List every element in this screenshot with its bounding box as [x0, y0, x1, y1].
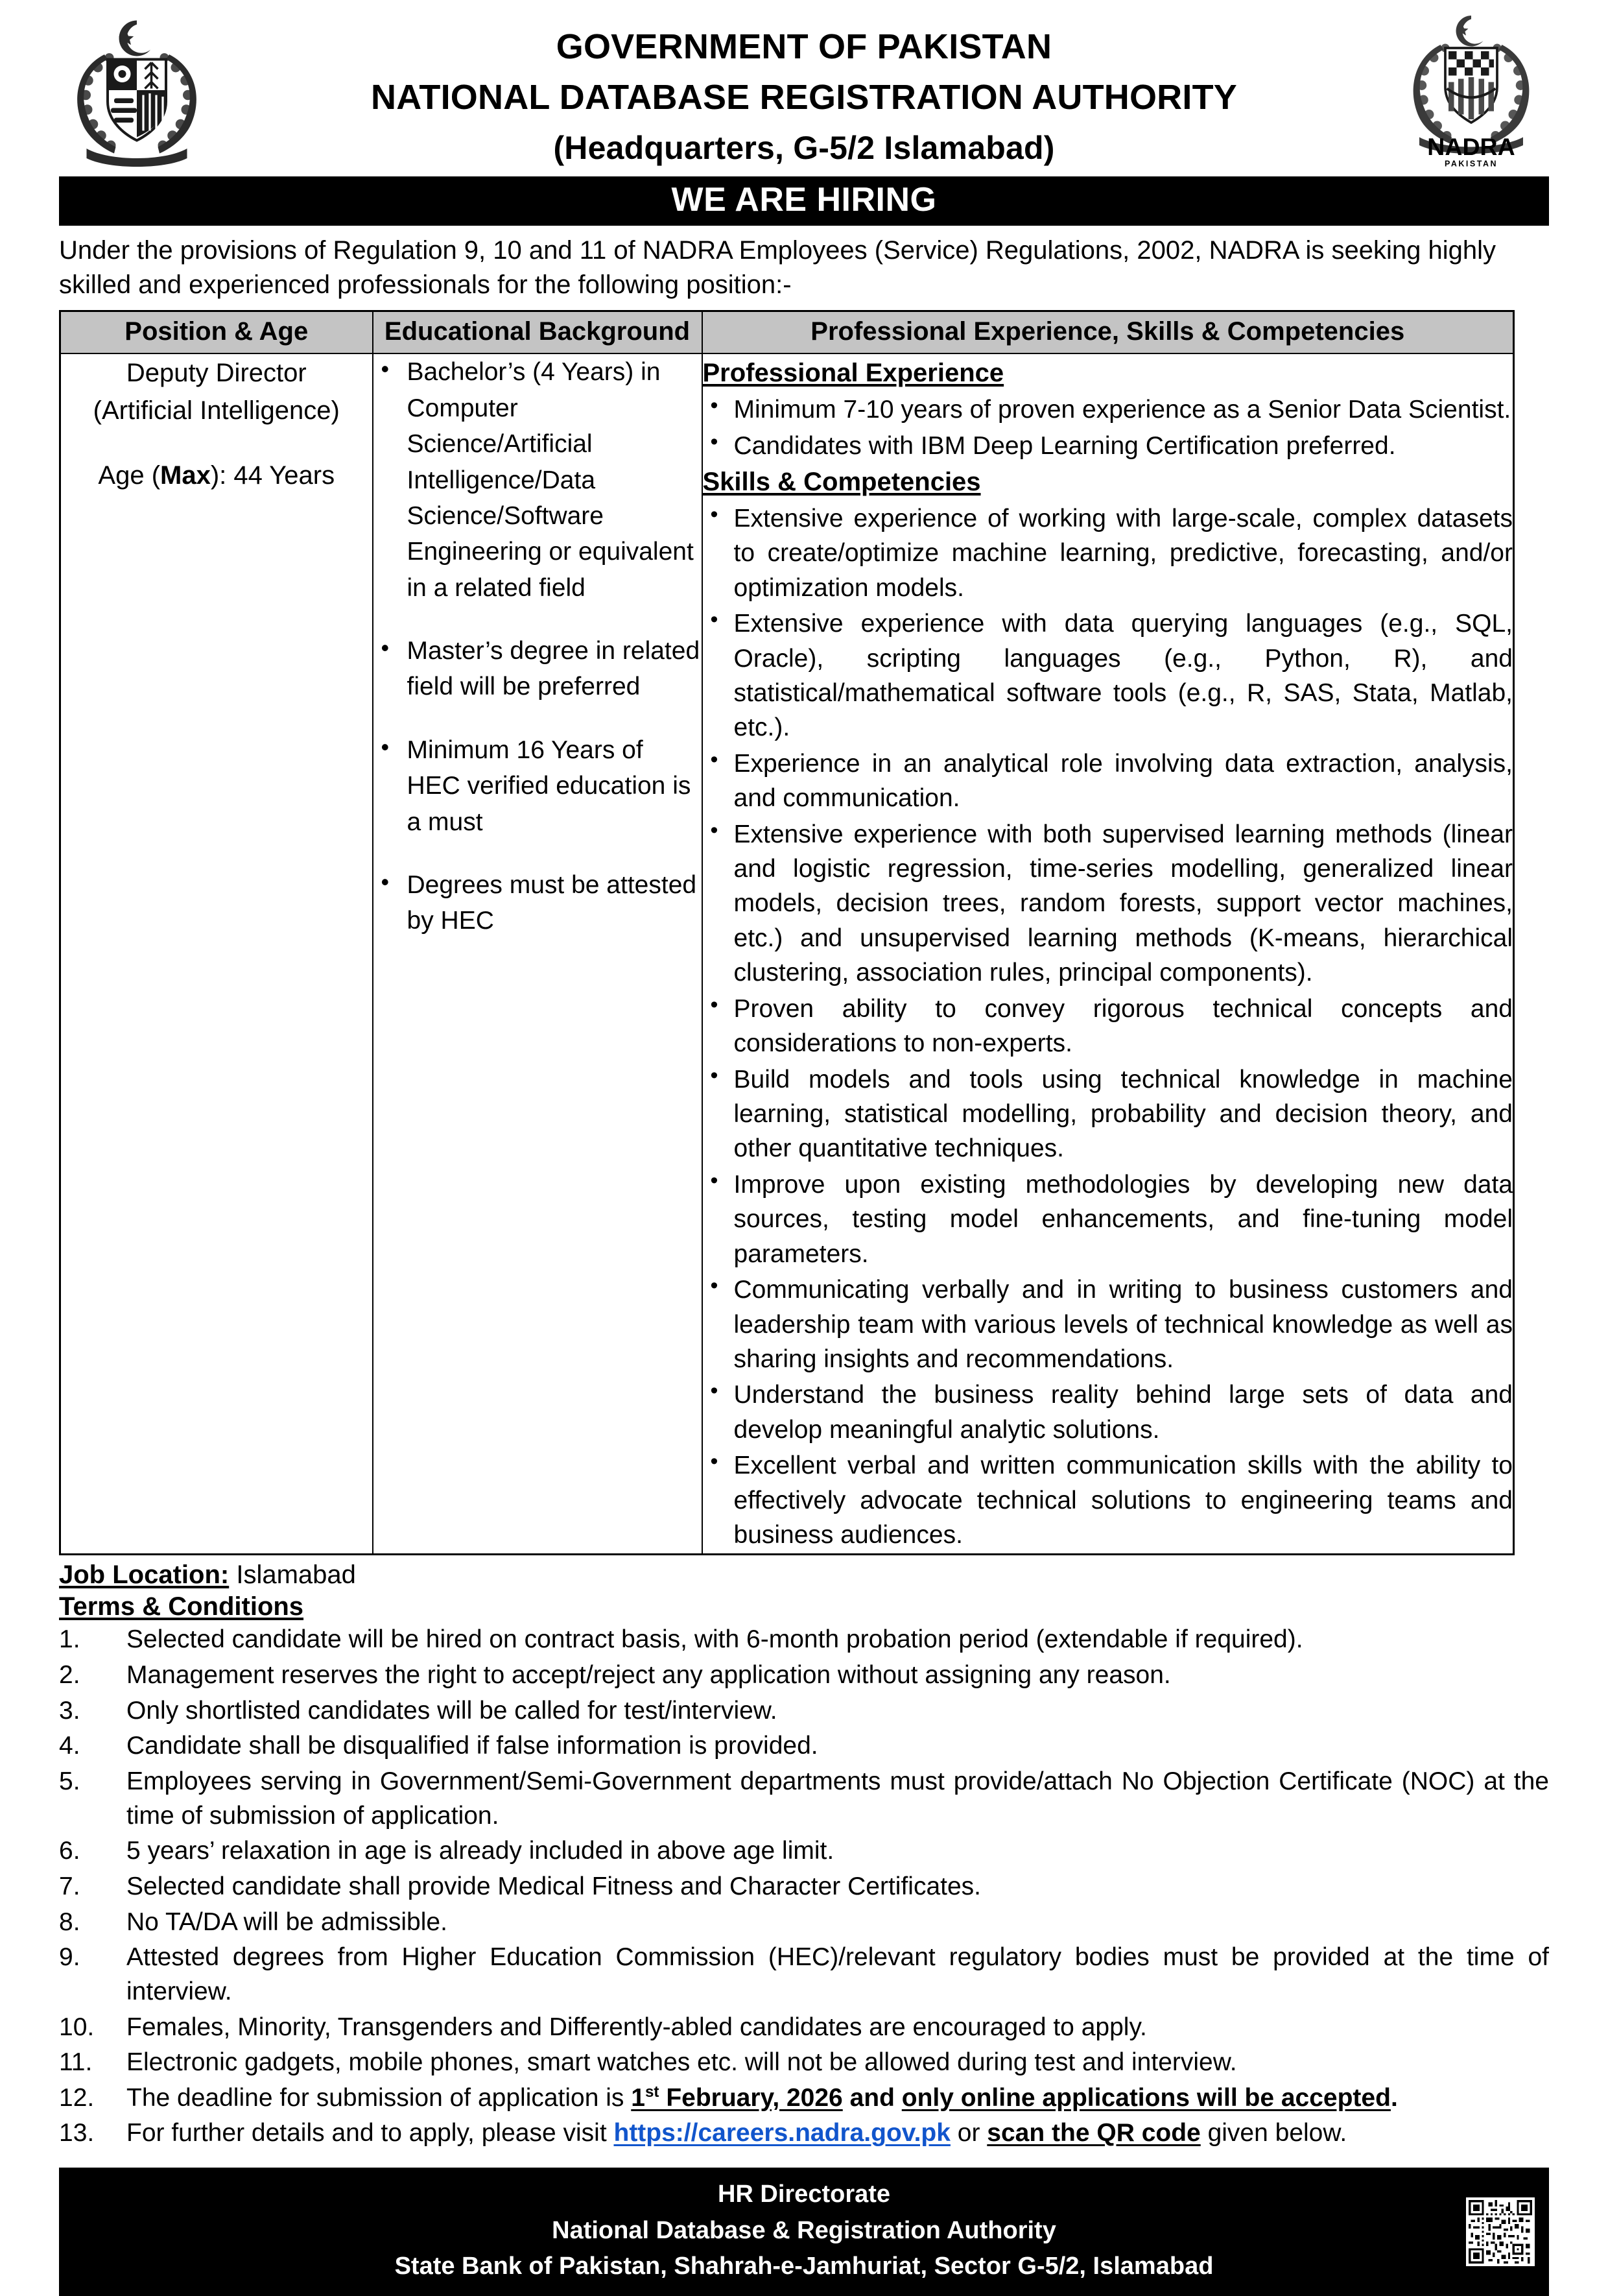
list-item: • Improve upon existing methodologies by developing new data sources, testing model enhancements, and fine-tuning model parameters.: [734, 1167, 1513, 1271]
list-item: Candidate shall be disqualified if false information is provided.: [126, 1732, 818, 1760]
header-line-3: (Headquarters, G-5/2 Islamabad): [553, 129, 1055, 166]
position-title: Deputy Director: [126, 359, 307, 388]
list-item: Attested degrees from Higher Education Commission (HEC)/relevant regulatory bodies must be provided at the time of interview.: [126, 1943, 1549, 2005]
list-item: • Extensive experience of working with large-scale, complex datasets to create/optimize machine learning, predictive, forecasting, and/or optimization models.: [734, 501, 1513, 605]
list-item-deadline: [59, 2081, 1549, 2116]
document-header: [59, 0, 1549, 176]
cell-professional-experience: [702, 353, 1514, 1555]
footer-line-2: National Database & Registration Authority: [552, 2216, 1056, 2244]
job-location: [59, 1561, 1549, 1590]
nadra-logo-icon: [1390, 9, 1552, 171]
terms-conditions-heading: Terms & Conditions: [59, 1592, 304, 1621]
nadra-wordmark: NADRA: [1427, 133, 1515, 161]
list-item: • Communicating verbally and in writing to business customers and leadership team with various levels of technical knowledge as well as sharing insights and recommendations.: [734, 1273, 1513, 1376]
deadline-conjunction: and: [842, 2083, 902, 2112]
list-item: Females, Minority, Transgenders and Differently-abled candidates are encouraged to apply.: [126, 2013, 1147, 2041]
column-header-professional-experience: Professional Experience, Skills & Competencies: [702, 311, 1514, 354]
deadline-period: .: [1390, 2083, 1398, 2112]
deadline-day-suffix: st: [644, 2083, 659, 2101]
footer-line-1: HR Directorate: [717, 2181, 891, 2208]
pakistan-state-emblem-icon: [56, 9, 218, 171]
education-list: [373, 354, 702, 939]
job-location-value: Islamabad: [236, 1561, 356, 1590]
cell-educational-background: [373, 353, 702, 1555]
list-item: Electronic gadgets, mobile phones, smart watches etc. will not be allowed during test and interview.: [126, 2048, 1237, 2077]
experience-list: [703, 392, 1513, 463]
list-item: Selected candidate will be hired on contract basis, with 6-month probation period (extendable if required).: [126, 1625, 1303, 1654]
age-label-pre: Age (: [98, 461, 161, 490]
list-item: • Understand the business reality behind large sets of data and develop meaningful analytic solutions.: [734, 1378, 1513, 1447]
header-line-1: GOVERNMENT OF PAKISTAN: [556, 27, 1052, 66]
deadline-month-year: February, 2026: [659, 2083, 843, 2112]
age-label-post: ): 44 Years: [210, 461, 335, 490]
age-label-max: Max: [160, 461, 211, 490]
apply-conjunction: or: [950, 2119, 987, 2147]
list-item: • Excellent verbal and written communication skills with the ability to effectively advocate technical solutions to engineering teams and business audiences.: [734, 1448, 1513, 1552]
footer-line-3: State Bank of Pakistan, Shahrah-e-Jamhuriat, Sector G-5/2, Islamabad: [394, 2253, 1214, 2280]
intro-paragraph: Under the provisions of Regulation 9, 10 and 11 of NADRA Employees (Service) Regulations, 2002, NADRA is seeking highly skilled and experienced professionals for the following position:-: [59, 236, 1496, 300]
position-specialization: (Artificial Intelligence): [93, 396, 340, 425]
deadline-day: 1: [631, 2083, 645, 2112]
list-item: Employees serving in Government/Semi-Government departments must provide/attach No Objection Certificate (NOC) at the time of submission of application.: [126, 1767, 1549, 1830]
deadline-emphasis: only online applications will be accepted: [901, 2083, 1391, 2112]
cell-position-age: [60, 353, 373, 1555]
terms-conditions-list: [59, 1623, 1549, 2151]
header-titles: [350, 12, 1258, 168]
list-item: 5 years’ relaxation in age is already included in above age limit.: [126, 1837, 834, 1865]
nadra-subtext: PAKISTAN: [1444, 159, 1498, 169]
position-age-limit: [61, 457, 372, 494]
job-location-label: Job Location:: [59, 1561, 230, 1590]
list-item: • Minimum 7-10 years of proven experience as a Senior Data Scientist.: [734, 392, 1513, 427]
table-header-row: [60, 311, 1514, 354]
skills-list: [703, 501, 1513, 1553]
list-item: • Degrees must be attested by HEC: [407, 867, 702, 939]
list-item: • Experience in an analytical role involving data extraction, analysis, and communication.: [734, 747, 1513, 816]
deadline-date: [631, 2084, 842, 2112]
list-item: • Extensive experience with both supervised learning methods (linear and logistic regression, time-series modelling, generalized linear models, decision trees, random forests, support vector machines, etc.) and unsupervised learning methods (K-means, hierarchical clustering, association rules, principal components).: [734, 817, 1513, 990]
list-item-apply: [59, 2116, 1549, 2151]
column-header-position-age: Position & Age: [60, 311, 373, 354]
list-item: • Extensive experience with data querying languages (e.g., SQL, Oracle), scripting languages (e.g., Python, R), and statistical/mathematical software tools (e.g., R, SAS, Stata, Matlab, etc.).: [734, 606, 1513, 745]
list-item: • Bachelor’s (4 Years) in Computer Science/Artificial Intelligence/Data Science/Software Engineering or equivalent in a related field: [407, 354, 702, 606]
list-item: Selected candidate shall provide Medical Fitness and Character Certificates.: [126, 1872, 982, 1900]
list-item: • Build models and tools using technical knowledge in machine learning, statistical modelling, probability and decision theory, and other quantitative techniques.: [734, 1062, 1513, 1166]
deadline-text-pre: The deadline for submission of application is: [126, 2083, 632, 2112]
list-item: Management reserves the right to accept/reject any application without assigning any reason.: [126, 1661, 1171, 1690]
apply-text-end: given below.: [1200, 2119, 1347, 2147]
list-item: • Candidates with IBM Deep Learning Certification preferred.: [734, 429, 1513, 463]
list-item: • Minimum 16 Years of HEC verified education is a must: [407, 732, 702, 840]
apply-text-pre: For further details and to apply, please visit: [126, 2119, 614, 2147]
qr-code-emphasis: scan the QR code: [987, 2119, 1201, 2147]
list-item: No TA/DA will be admissible.: [126, 1907, 447, 1936]
list-item: • Proven ability to convey rigorous technical concepts and considerations to non-experts.: [734, 992, 1513, 1061]
we-are-hiring-banner: WE ARE HIRING: [59, 176, 1549, 226]
list-item: • Master’s degree in related field will be preferred: [407, 633, 702, 705]
subheading-professional-experience: Professional Experience: [702, 359, 1004, 388]
job-details-table: [59, 310, 1515, 1555]
careers-portal-link[interactable]: https://careers.nadra.gov.pk: [613, 2119, 951, 2147]
table-row: [60, 353, 1514, 1555]
footer-contact-block: [59, 2168, 1549, 2296]
header-line-2: NATIONAL DATABASE REGISTRATION AUTHORITY: [371, 77, 1237, 117]
qr-code-icon[interactable]: [1466, 2197, 1535, 2266]
list-item: Only shortlisted candidates will be called for test/interview.: [126, 1696, 777, 1725]
subheading-skills-competencies: Skills & Competencies: [702, 468, 981, 497]
spacer: [61, 429, 372, 457]
column-header-educational-background: Educational Background: [373, 311, 702, 354]
